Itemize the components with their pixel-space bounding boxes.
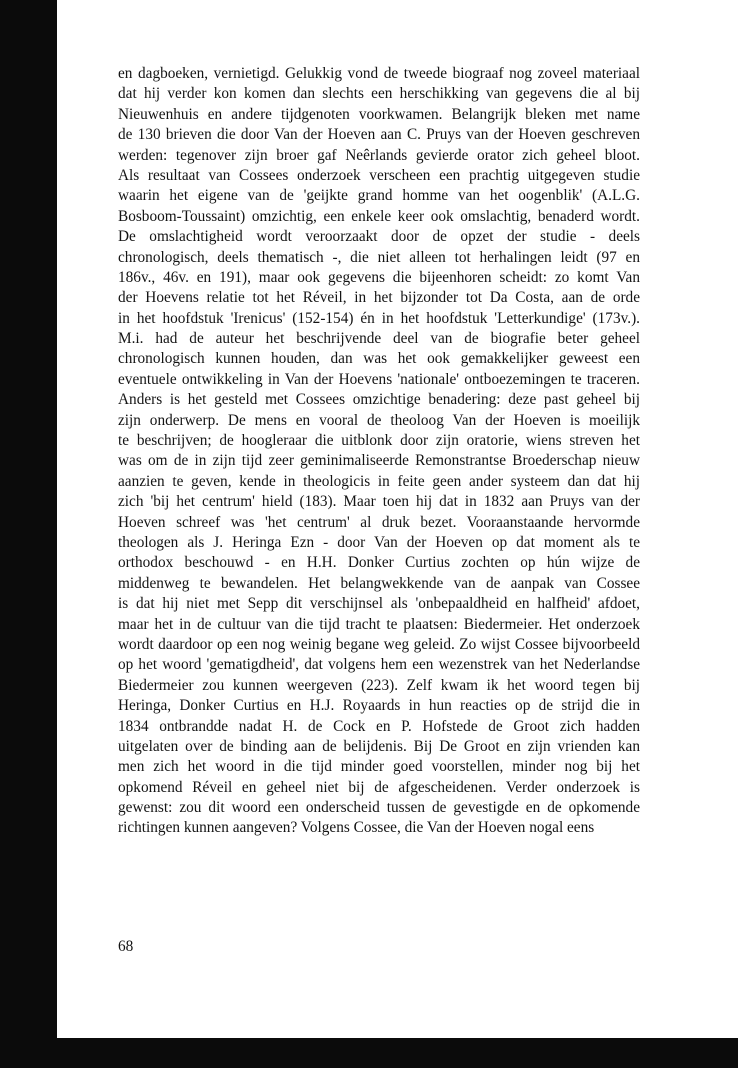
text-line-37: gewenst: zou dit woord een onderscheid tussen de gevestigde en de opkomende (118, 799, 640, 817)
text-line-11: 186v., 46v. en 191), maar ook gegevens die bijeenhoren scheidt: zo komt Van (118, 268, 640, 286)
scan-bottom-edge (0, 1038, 738, 1068)
text-line-5: werden: tegenover zijn broer gaf Neêrlands gevierde orator zich geheel bloot. (118, 146, 640, 164)
text-line-20: was om de in zijn tijd zeer geminimaliseerde Remonstrantse Broederschap nieuw (118, 452, 640, 470)
text-line-15: chronologisch kunnen houden, dan was het ook gemakkelijker geweest een (118, 350, 640, 368)
page-number: 68 (118, 938, 134, 955)
text-line-22: zich 'bij het centrum' hield (183). Maar toen hij dat in 1832 aan Pruys van der (118, 493, 640, 511)
text-line-14: M.i. had de auteur het beschrijvende deel van de biografie beter geheel (118, 330, 640, 348)
text-line-27: is dat hij niet met Sepp dit verschijnsel als 'onbepaaldheid en halfheid' afdoet, (118, 595, 640, 613)
text-line-10: chronologisch, deels thematisch -, die niet alleen tot herhalingen leidt (97 en (118, 248, 640, 266)
text-line-24: theologen als J. Heringa Ezn - door Van der Hoeven op dat moment als te (118, 533, 640, 551)
text-line-25: orthodox beschouwd - en H.H. Donker Curtius zochten op hún wijze de (118, 554, 640, 572)
text-line-35: men zich het woord in die tijd minder goed voorstellen, minder nog bij het (118, 758, 640, 776)
text-line-16: eventuele ontwikkeling in Van der Hoevens 'nationale' ontboezemingen te traceren. (118, 370, 640, 388)
text-line-1: en dagboeken, vernietigd. Gelukkig vond de tweede biograaf nog zoveel materiaal (118, 65, 640, 82)
text-line-8: Bosboom-Toussaint) omzichtig, een enkele keer ook omslachtig, benaderd wordt. (118, 207, 640, 225)
text-line-33: 1834 ontbrandde nadat H. de Cock en P. Hofstede de Groot zich hadden (118, 717, 640, 735)
text-line-30: op het woord 'gematigdheid', dat volgens hem een wezenstrek van het Nederlandse (118, 656, 640, 674)
scan-left-edge (0, 0, 57, 1068)
text-line-3: Nieuwenhuis en andere tijdgenoten voorkwamen. Belangrijk bleken met name (118, 105, 640, 123)
text-line-32: Heringa, Donker Curtius en H.J. Royaards in hun reacties op de strijd die in (118, 697, 640, 715)
text-line-19: te beschrijven; de hoogleraar die uitblonk door zijn oratorie, wiens streven het (118, 432, 640, 450)
text-line-38: richtingen kunnen aangeven? Volgens Cossee, die Van der Hoeven nogal eens (118, 819, 595, 837)
text-line-9: De omslachtigheid wordt veroorzaakt door de opzet der studie - deels (118, 228, 640, 246)
text-line-18: zijn onderwerp. De mens en vooral de theoloog Van der Hoeven is moeilijk (118, 411, 640, 429)
text-line-4: de 130 brieven die door Van der Hoeven aan C. Pruys van der Hoeven geschreven (118, 126, 640, 144)
body-text (118, 64, 640, 839)
text-line-28: maar het in de cultuur van die tijd tracht te plaatsen: Biedermeier. Het onderzoek (118, 615, 640, 633)
text-line-12: der Hoevens relatie tot het Réveil, in het bijzonder tot Da Costa, aan de orde (118, 289, 640, 307)
text-line-26: middenweg te bewandelen. Het belangwekkende van de aanpak van Cossee (118, 574, 640, 592)
text-line-31: Biedermeier zou kunnen weergeven (223). Zelf kwam ik het woord tegen bij (118, 676, 640, 694)
text-line-7: waarin het eigene van de 'geijkte grand homme van het oogenblik' (A.L.G. (118, 187, 640, 205)
text-line-17: Anders is het gesteld met Cossees omzichtige benadering: deze past geheel bij (118, 391, 640, 409)
text-line-34: uitgelaten over de binding aan de belijdenis. Bij De Groot en zijn vrienden kan (118, 737, 640, 755)
text-line-13: in het hoofdstuk 'Irenicus' (152-154) én in het hoofdstuk 'Letterkundige' (173v.). (118, 309, 640, 327)
text-line-6: Als resultaat van Cossees onderzoek verscheen een prachtig uitgegeven studie (118, 166, 640, 184)
text-line-29: wordt daardoor op een nog weinig begane weg geleid. Zo wijst Cossee bijvoorbeeld (118, 635, 640, 653)
text-line-21: aanzien te geven, kende in theologicis in feite geen ander systeem dan dat hij (118, 472, 640, 490)
text-line-23: Hoeven schreef was 'het centrum' al druk bezet. Vooraanstaande hervormde (118, 513, 640, 531)
text-line-36: opkomend Réveil en geheel niet bij de afgescheidenen. Verder onderzoek is (118, 778, 640, 796)
text-line-2: dat hij verder kon komen dan slechts een herschikking van gegevens die al bij (118, 85, 640, 103)
